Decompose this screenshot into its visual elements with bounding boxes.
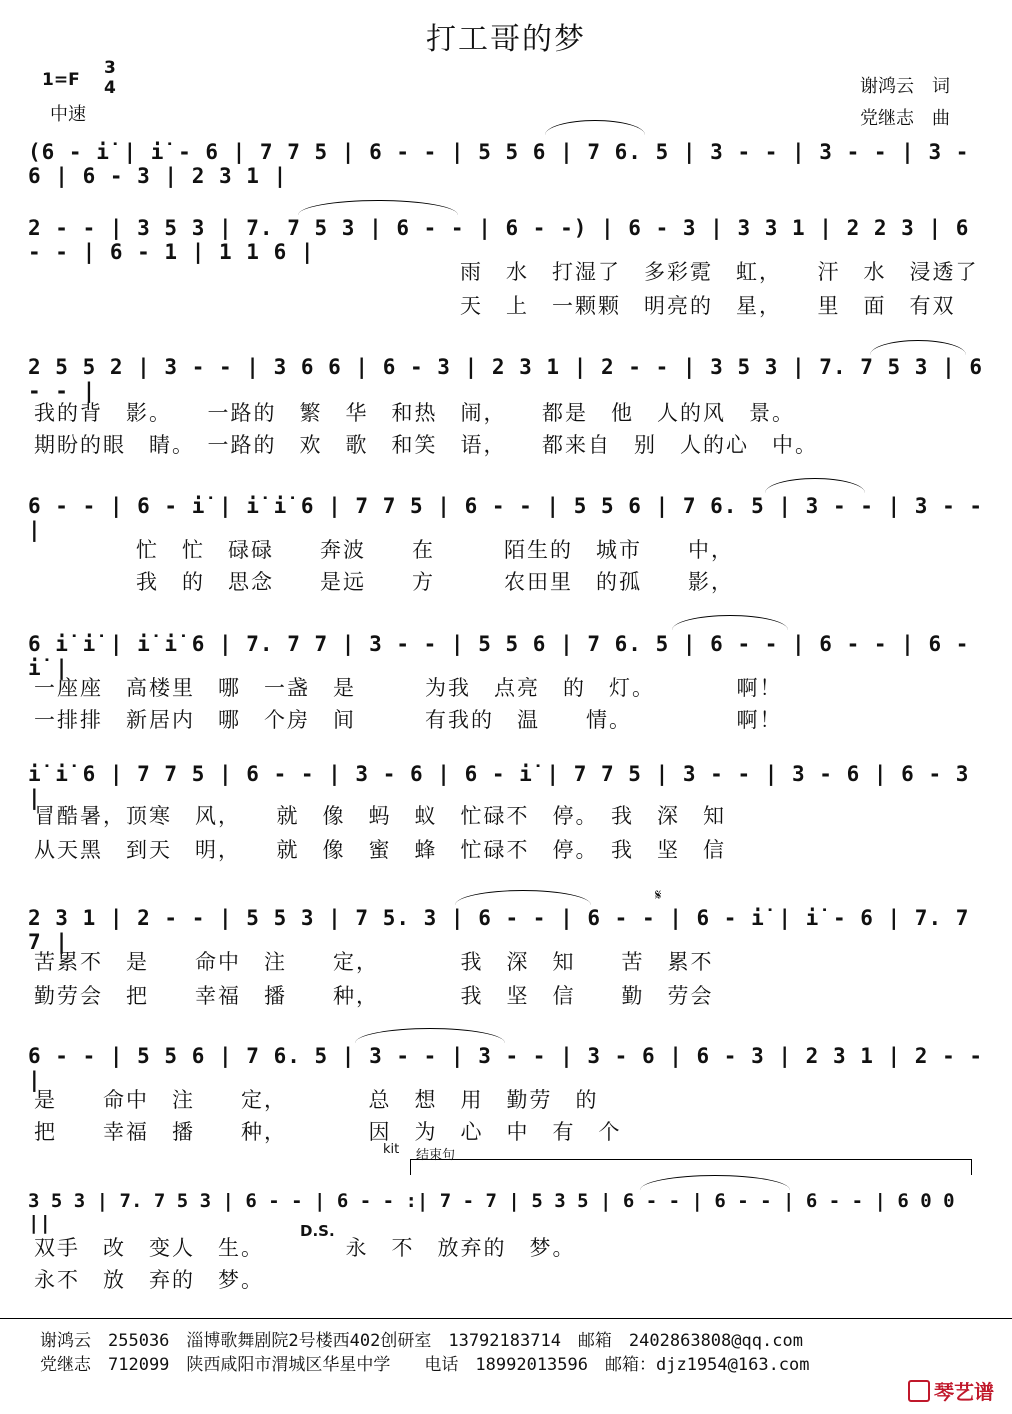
slur [672,615,788,630]
watermark-text: 琴艺谱 [934,1380,994,1404]
slur [298,200,458,215]
notation-line: i̇ i̇ 6 | 7 7 5 | 6 - - | 3 - 6 | 6 - i̇ | 7 7 5 | 3 - - | 3 - 6 | 6 - 3 | [28,762,970,810]
lyric-verse-2: 把 幸福 播 种， 因 为 心 中 有 个 [34,1120,622,1144]
lyric-verse-2: 天 上 一颗颗 明亮的 星， 里 面 有双 [460,294,956,318]
slur [455,890,591,905]
ending-label: 结束句 [416,1148,456,1163]
notation-line: 6 - - | 5 5 6 | 7 6. 5 | 3 - - | 3 - - | 3 - 6 | 6 - 3 | 2 3 1 | 2 - - | [28,1044,984,1092]
footer-divider [0,1318,1012,1319]
ending-bracket-right [971,1159,972,1175]
tempo-marking: 中速 [50,104,86,125]
composer-credit: 党继志 曲 [860,108,950,129]
notation-line: 2 3 1 | 2 - - | 5 5 3 | 7 5. 3 | 6 - - | 6 - - | 6 - i̇ | i̇ - 6 | 7. 7 7 | [28,906,970,954]
logo-icon [908,1380,930,1402]
lyric-verse-1: 双手 改 变人 生。 永 不 放弃的 梦。 [34,1236,576,1260]
lyric-verse-1: 我的背 影。 一路的 繁 华 和热 闹， 都是 他 人的风 景。 [34,401,795,425]
slur [545,120,645,135]
footer-contact-lyricist: 谢鸿云 255036 淄博歌舞剧院2号楼西402创研室 13792183714 邮箱 2402863808@qq.com [40,1331,803,1351]
slur [640,1175,790,1190]
lyric-verse-1: 雨 水 打湿了 多彩霓 虹， 汗 水 浸透了 [460,260,979,284]
lyric-verse-2: 从天黑 到天 明， 就 像 蜜 蜂 忙碌不 停。 我 坚 信 [34,838,726,862]
segno-icon: 𝄋 [655,886,662,904]
kit-mark: kit [383,1142,400,1157]
key-signature: 1=F [42,70,80,90]
slur [355,1028,505,1043]
ending-bracket-left [410,1159,411,1175]
lyric-verse-2: 我 的 思念 是远 方 农田里 的孤 影， [136,570,734,594]
lyric-verse-2: 永不 放 弃的 梦。 [34,1268,264,1292]
notation-line: 2 - - | 3 5 3 | 7. 7 5 3 | 6 - - | 6 - -) | 6 - 3 | 3 3 1 | 2 2 3 | 6 - - | 6 - 1 | 1 1 6 | [28,216,970,264]
ending-bracket-top [410,1159,972,1160]
notation-line: (6 - i̇ | i̇ - 6 | 7 7 5 | 6 - - | 5 5 6 | 7 6. 5 | 3 - - | 3 - - | 3 - 6 | 6 - 3 | 2 3 1 | [28,140,970,188]
lyric-verse-2: 勤劳会 把 幸福 播 种， 我 坚 信 勤 劳会 [34,984,714,1008]
ds-mark: D.S. [300,1222,335,1240]
lyric-verse-1: 是 命中 注 定， 总 想 用 勤劳 的 [34,1088,599,1112]
lyricist-credit: 谢鸿云 词 [860,76,950,97]
lyric-verse-1: 苦累不 是 命中 注 定， 我 深 知 苦 累不 [34,950,714,974]
song-title: 打工哥的梦 [426,22,586,57]
lyric-verse-1: 忙 忙 碌碌 奔波 在 陌生的 城市 中， [136,538,734,562]
notation-line: 2 5 5 2 | 3 - - | 3 6 6 | 6 - 3 | 2 3 1 | 2 - - | 3 5 3 | 7. 7 5 3 | 6 - - | [28,355,984,403]
notation-line: 6 i̇ i̇ | i̇ i̇ 6 | 7. 7 7 | 3 - - | 5 5 6 | 7 6. 5 | 6 - - | 6 - - | 6 - i̇ | [28,632,970,680]
watermark-logo [908,1376,994,1405]
notation-line: 6 - - | 6 - i̇ | i̇ i̇ 6 | 7 7 5 | 6 - - | 5 5 6 | 7 6. 5 | 3 - - | 3 - - | [28,494,984,542]
time-top: 3 [104,58,116,78]
lyric-verse-1: 一座座 高楼里 哪 一盏 是 为我 点亮 的 灯。 啊！ [34,676,783,700]
notation-line: 3 5 3 | 7. 7 5 3 | 6 - - | 6 - - :| 7 - 7 | 5 3 5 | 6 - - | 6 - - | 6 - - | 6 0 0 || [28,1190,955,1234]
time-bottom: 4 [104,78,116,98]
footer-contact-composer: 党继志 712099 陕西咸阳市渭城区华星中学 电话 18992013596 邮箱：djz1954@163.com [40,1355,810,1375]
lyric-verse-2: 期盼的眼 睛。 一路的 欢 歌 和笑 语， 都来自 别 人的心 中。 [34,433,818,457]
lyric-verse-1: 冒酷暑，顶寒 风， 就 像 蚂 蚁 忙碌不 停。 我 深 知 [34,804,726,828]
slur [765,478,865,493]
slur [870,340,966,355]
time-signature [104,58,116,98]
lyric-verse-2: 一排排 新居内 哪 个房 间 有我的 温 情。 啊！ [34,708,783,732]
